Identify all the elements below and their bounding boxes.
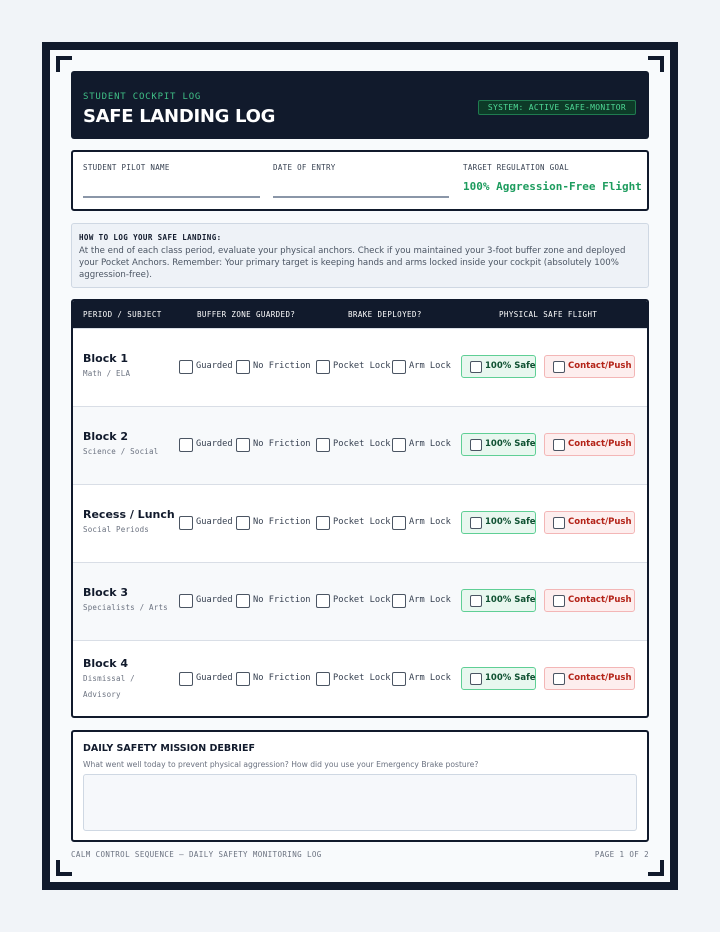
safe-flight-option[interactable] <box>461 355 536 378</box>
option-label: Guarded <box>196 673 233 683</box>
checkbox[interactable] <box>392 360 406 374</box>
flight-label: Contact/Push <box>568 595 632 605</box>
option-label: No Friction <box>253 439 311 449</box>
flight-label: Contact/Push <box>568 673 632 683</box>
checkbox[interactable] <box>553 673 565 685</box>
option-label: Guarded <box>196 517 233 527</box>
date-label: DATE OF ENTRY <box>273 163 336 172</box>
option-label: No Friction <box>253 517 311 527</box>
checkbox[interactable] <box>179 672 193 686</box>
flight-label: Contact/Push <box>568 361 632 371</box>
checkbox[interactable] <box>179 594 193 608</box>
column-header: BUFFER ZONE GUARDED? <box>197 310 296 319</box>
option-label: Arm Lock <box>409 361 451 371</box>
table-row <box>73 562 647 640</box>
pilot-info-panel <box>71 150 649 211</box>
checkbox[interactable] <box>553 517 565 529</box>
flight-label: 100% Safe <box>485 517 536 527</box>
flight-label: 100% Safe <box>485 595 536 605</box>
pilot-name-label: STUDENT PILOT NAME <box>83 163 170 172</box>
checkbox[interactable] <box>470 439 482 451</box>
period-name: Block 4 <box>83 657 129 670</box>
system-status-badge: SYSTEM: ACTIVE SAFE-MONITOR <box>478 100 636 115</box>
date-field[interactable] <box>273 196 449 198</box>
checkbox[interactable] <box>236 672 250 686</box>
goal-value: 100% Aggression-Free Flight <box>463 180 642 193</box>
column-header: PHYSICAL SAFE FLIGHT <box>499 310 598 319</box>
option-label: Pocket Lock <box>333 439 391 449</box>
option-label: Arm Lock <box>409 673 451 683</box>
period-subject: Dismissal / Advisory <box>83 674 135 699</box>
page-title: SAFE LANDING LOG <box>83 106 276 127</box>
column-header: BRAKE DEPLOYED? <box>348 310 422 319</box>
option-label: No Friction <box>253 595 311 605</box>
checkbox[interactable] <box>236 516 250 530</box>
safe-flight-option[interactable] <box>461 433 536 456</box>
checkbox[interactable] <box>553 595 565 607</box>
checkbox[interactable] <box>470 595 482 607</box>
safe-flight-option[interactable] <box>461 511 536 534</box>
debrief-prompt: What went well today to prevent physical aggression? How did you use your Emergency Brake posture? <box>83 760 479 769</box>
period-name: Block 2 <box>83 430 129 443</box>
instructions-body: At the end of each class period, evaluate your physical anchors. Check if you maintained your 3-foot buffer zone and deployed your Pocket Anchors. Remember: Your primary target is keeping hands and arms locked inside your cockpit (absolutely 100% aggression-free). <box>79 246 626 280</box>
corner-mark <box>56 860 72 876</box>
column-header: PERIOD / SUBJECT <box>83 310 162 319</box>
checkbox[interactable] <box>470 517 482 529</box>
corner-mark <box>648 860 664 876</box>
option-label: No Friction <box>253 673 311 683</box>
contact-push-option[interactable] <box>544 355 635 378</box>
log-header <box>71 71 649 139</box>
safe-flight-option[interactable] <box>461 589 536 612</box>
option-label: Guarded <box>196 439 233 449</box>
table-row <box>73 328 647 406</box>
checkbox[interactable] <box>316 672 330 686</box>
option-label: Guarded <box>196 361 233 371</box>
flight-label: Contact/Push <box>568 517 632 527</box>
instructions-panel <box>71 223 649 288</box>
checkbox[interactable] <box>392 672 406 686</box>
flight-label: 100% Safe <box>485 439 536 449</box>
debrief-answer-field[interactable] <box>83 774 637 831</box>
flight-label: 100% Safe <box>485 361 536 371</box>
checkbox[interactable] <box>236 594 250 608</box>
pilot-name-field[interactable] <box>83 196 260 198</box>
table-row <box>73 484 647 562</box>
debrief-panel <box>71 730 649 842</box>
checkbox[interactable] <box>470 361 482 373</box>
checkbox[interactable] <box>236 360 250 374</box>
contact-push-option[interactable] <box>544 667 635 690</box>
footer-sequence: CALM CONTROL SEQUENCE — DAILY SAFETY MONITORING LOG <box>71 850 322 859</box>
checkbox[interactable] <box>392 594 406 608</box>
period-name: Block 3 <box>83 586 129 599</box>
checkbox[interactable] <box>179 438 193 452</box>
contact-push-option[interactable] <box>544 511 635 534</box>
corner-mark <box>56 56 72 72</box>
option-label: Arm Lock <box>409 517 451 527</box>
checkbox[interactable] <box>553 439 565 451</box>
period-name: Recess / Lunch <box>83 508 175 521</box>
checkbox[interactable] <box>392 438 406 452</box>
flight-label: Contact/Push <box>568 439 632 449</box>
checkbox[interactable] <box>316 516 330 530</box>
checkbox[interactable] <box>316 360 330 374</box>
option-label: Pocket Lock <box>333 517 391 527</box>
safe-flight-option[interactable] <box>461 667 536 690</box>
period-subject: Science / Social <box>83 447 159 456</box>
checkbox[interactable] <box>316 594 330 608</box>
checkbox[interactable] <box>179 516 193 530</box>
contact-push-option[interactable] <box>544 589 635 612</box>
period-subject: Specialists / Arts <box>83 603 168 612</box>
period-name: Block 1 <box>83 352 129 365</box>
page-number: PAGE 1 OF 2 <box>594 850 649 859</box>
corner-mark <box>648 56 664 72</box>
log-table <box>71 299 649 718</box>
period-subject: Math / ELA <box>83 369 131 378</box>
header-eyebrow: STUDENT COCKPIT LOG <box>83 92 202 102</box>
period-subject: Social Periods <box>83 525 150 534</box>
option-label: No Friction <box>253 361 311 371</box>
option-label: Pocket Lock <box>333 595 391 605</box>
option-label: Pocket Lock <box>333 673 391 683</box>
option-label: Arm Lock <box>409 439 451 449</box>
option-label: Guarded <box>196 595 233 605</box>
flight-label: 100% Safe <box>485 673 536 683</box>
checkbox[interactable] <box>316 438 330 452</box>
goal-label: TARGET REGULATION GOAL <box>463 163 569 172</box>
checkbox[interactable] <box>470 673 482 685</box>
checkbox[interactable] <box>236 438 250 452</box>
table-row <box>73 640 647 718</box>
debrief-title: DAILY SAFETY MISSION DEBRIEF <box>83 743 255 754</box>
option-label: Pocket Lock <box>333 361 391 371</box>
checkbox[interactable] <box>179 360 193 374</box>
option-label: Arm Lock <box>409 595 451 605</box>
checkbox[interactable] <box>553 361 565 373</box>
contact-push-option[interactable] <box>544 433 635 456</box>
table-row <box>73 406 647 484</box>
table-header <box>73 301 647 329</box>
instructions-title: HOW TO LOG YOUR SAFE LANDING: <box>79 233 222 242</box>
checkbox[interactable] <box>392 516 406 530</box>
